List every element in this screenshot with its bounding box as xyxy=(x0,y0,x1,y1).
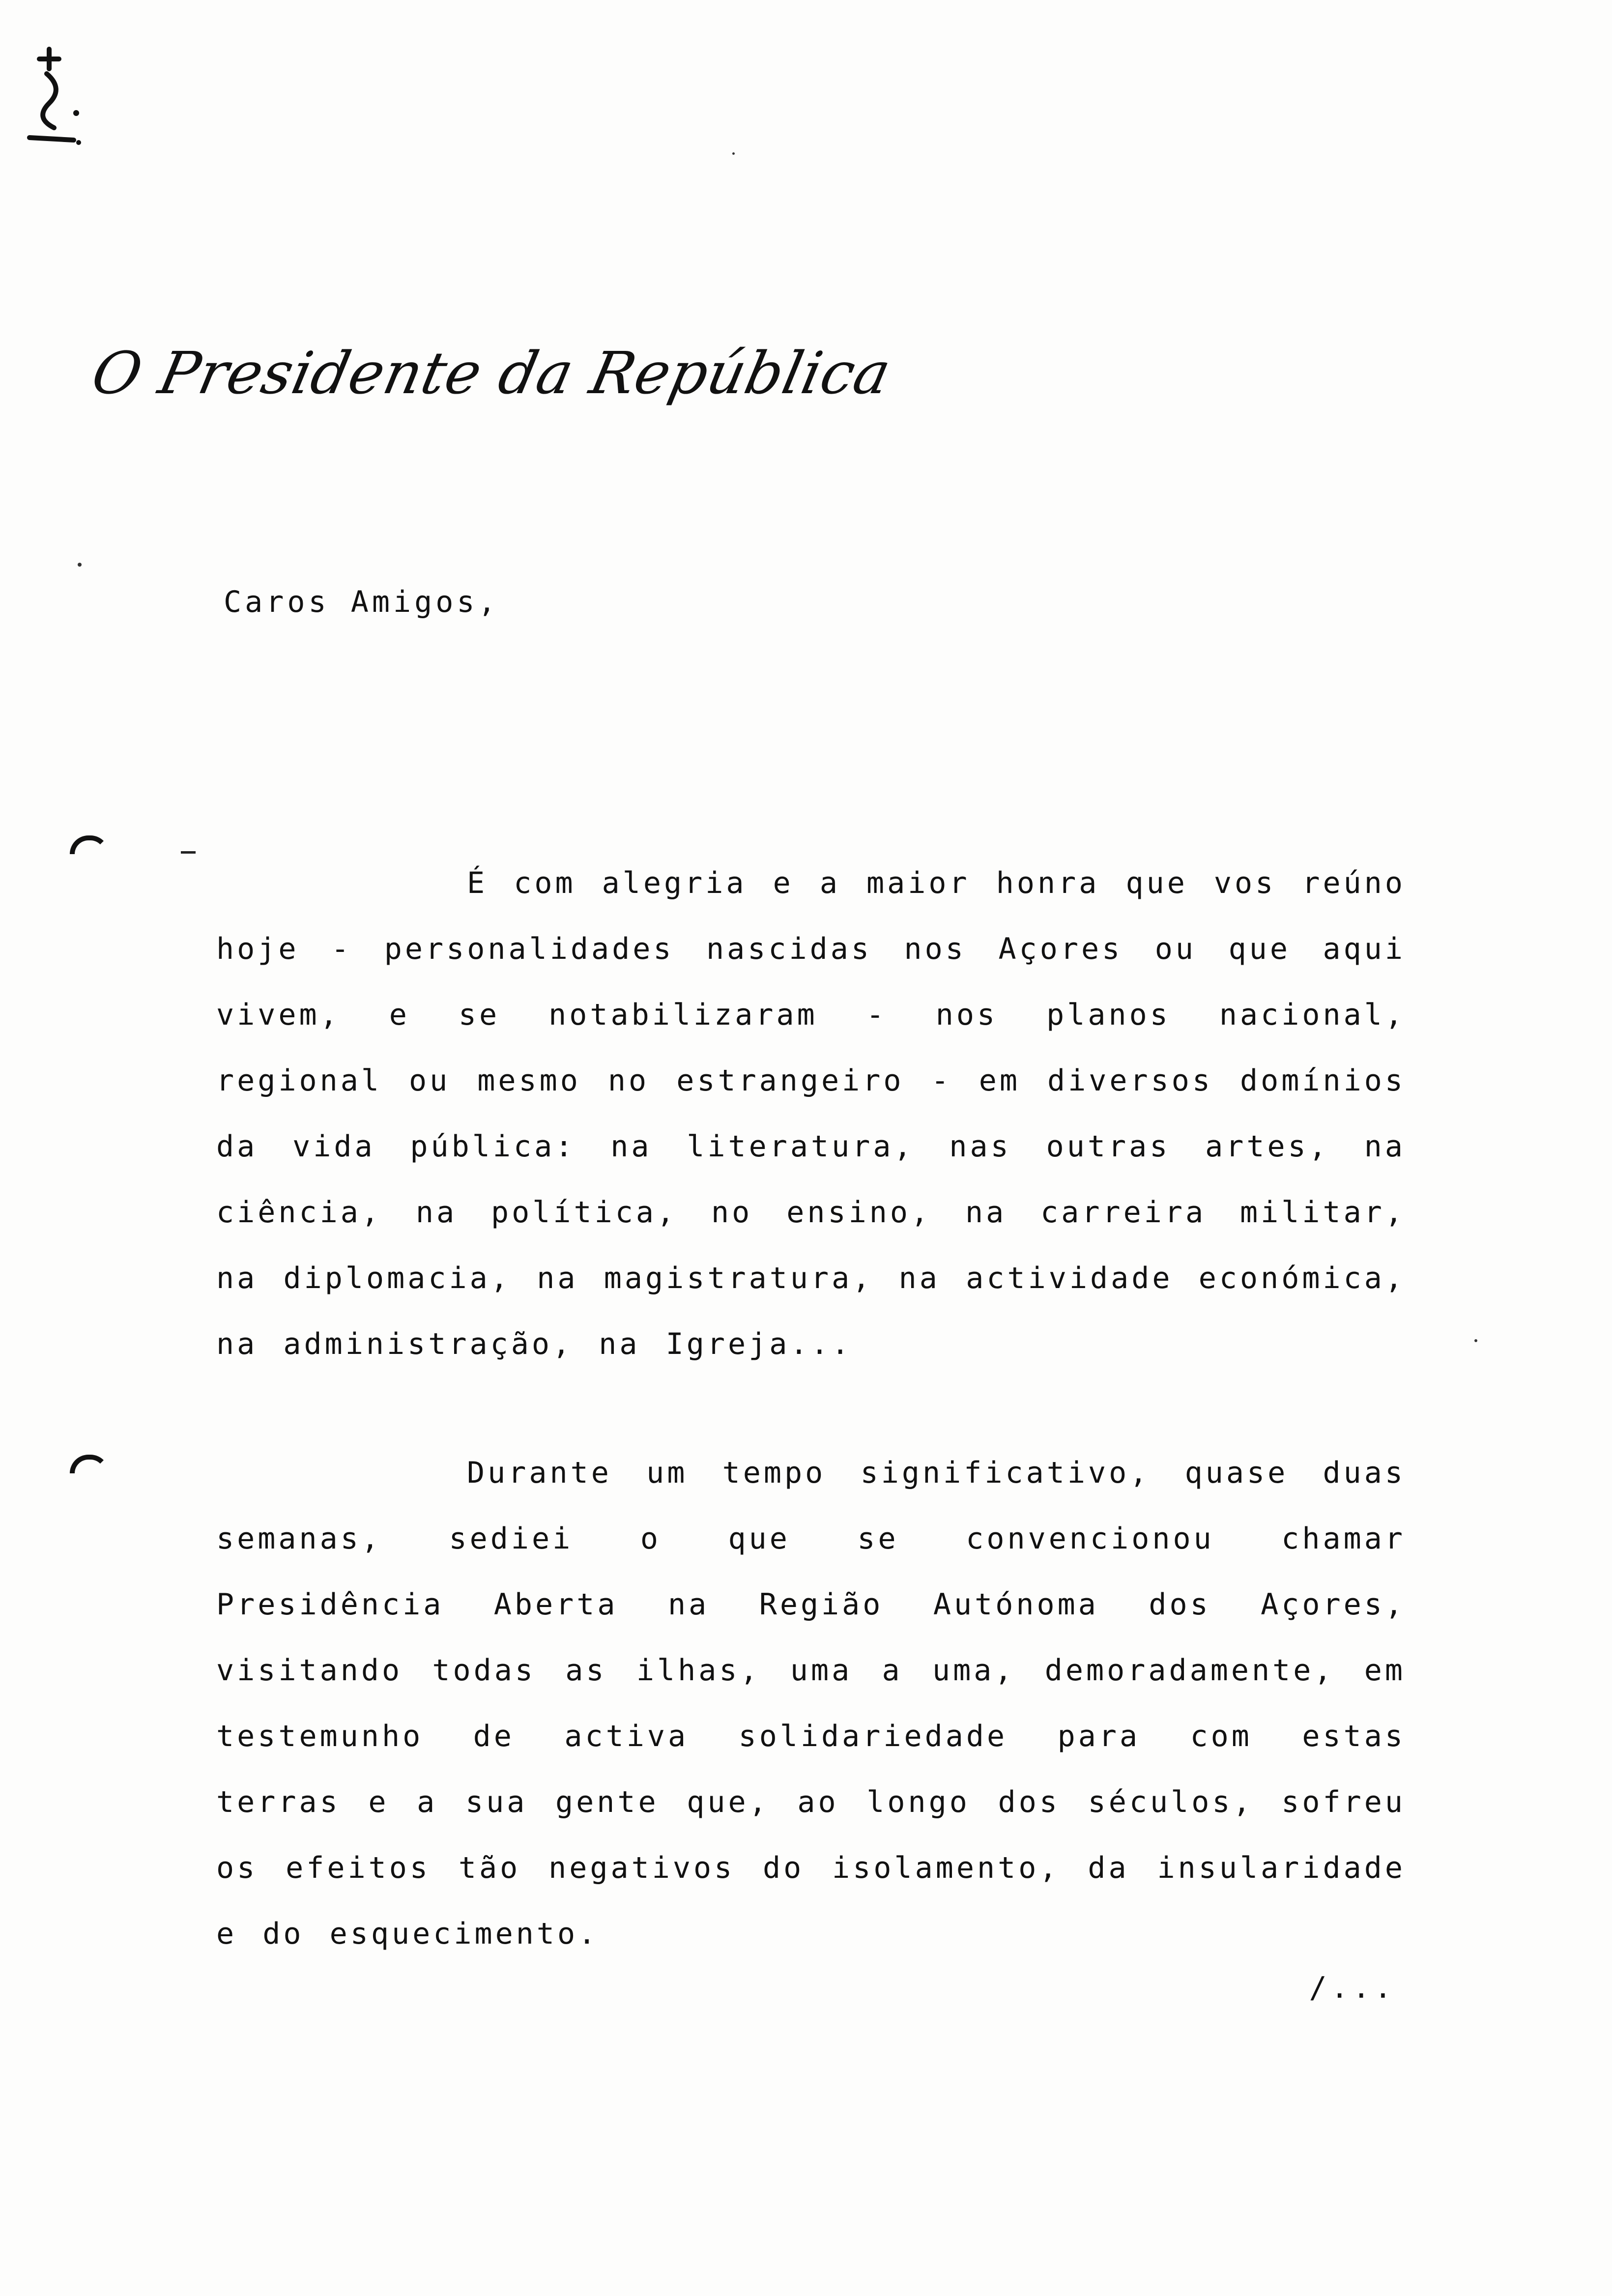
salutation: Caros Amigos, xyxy=(224,585,499,619)
margin-dash-mark xyxy=(181,851,196,854)
body-paragraph xyxy=(216,850,1406,1377)
letterhead-title: O Presidente da República xyxy=(86,339,897,407)
body-paragraph xyxy=(216,1440,1406,1967)
speck xyxy=(1474,1339,1477,1342)
margin-arc-mark xyxy=(70,835,109,854)
continuation-mark: /... xyxy=(1309,1971,1396,2005)
paragraph-text: É com alegria e a maior honra que vos reúno hoje - personalidades nascidas nos Açores ou que aqui vivem, e se notabilizaram - nos planos nacional, regional ou mesmo no estrangeiro - em diversos domínios da vida pública: na literatura, nas outras artes, na ciência, na política, no ensino, na carreira militar, na diplomacia, na magistratura, na actividade económica, na administração, na Igreja... xyxy=(216,866,1406,1361)
margin-arc-mark xyxy=(70,1455,109,1473)
paragraph-text: Durante um tempo significativo, quase duas semanas, sediei o que se convencionou chamar Presidência Aberta na Região Autónoma dos Açores, visitando todas as ilhas, uma a uma, demoradamente, em testemunho de activa solidariedade para com estas terras e a sua gente que, ao longo dos séculos, sofreu os efeitos tão negativos do isolamento, da insularidade e do esquecimento. xyxy=(216,1456,1406,1951)
speck xyxy=(78,563,82,567)
margin-handwritten-mark xyxy=(20,39,84,152)
speck xyxy=(732,152,735,155)
